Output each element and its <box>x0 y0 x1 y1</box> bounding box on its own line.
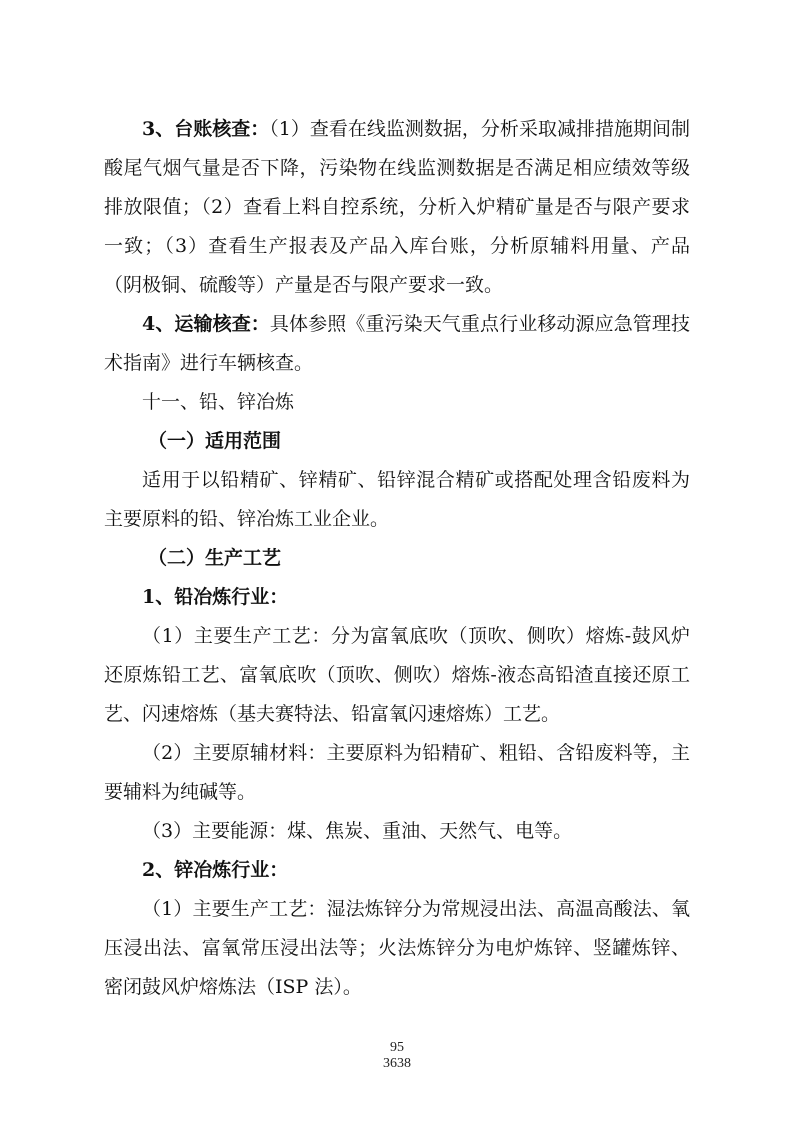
zinc-item: （1）主要生产工艺：湿法炼锌分为常规浸出法、高温高酸法、氧压浸出法、富氧常压浸出法等；火法炼锌分为电炉炼锌、竖罐炼锌、密闭鼓风炉熔炼法（ISP 法）。 <box>104 898 690 998</box>
subsection-title-scope: （一）适用范围 <box>148 430 282 452</box>
paragraph-ledger-check <box>104 110 690 305</box>
document-body <box>104 110 690 1007</box>
lead-item: （1）主要生产工艺：分为富氧底吹（顶吹、侧吹）熔炼-鼓风炉还原炼铅工艺、富氧底吹（顶吹、侧吹）熔炼-液态高铅渣直接还原工艺、闪速熔炼（基夫赛特法、铅富氧闪速熔炼）工艺。 <box>104 625 690 725</box>
subsection-title-process: （二）生产工艺 <box>148 547 282 569</box>
paragraph-lead: 3、台账核查： <box>142 118 270 140</box>
paragraph-lead: 4、运输核查： <box>142 313 270 335</box>
paragraph-transport-check <box>104 305 690 383</box>
paragraph-text: （1）查看在线监测数据，分析采取减排措施期间制酸尾气烟气量是否下降，污染物在线监测数据是否满足相应绩效等级排放限值；（2）查看上料自控系统，分析入炉精矿量是否与限产要求一致；（3）查看生产报表及产品入库台账，分析原辅料用量、产品（阴极铜、硫酸等）产量是否与限产要求一致。 <box>104 118 690 296</box>
paragraph-scope: 适用于以铅精矿、锌精矿、铅锌混合精矿或搭配处理含铅废料为主要原料的铅、锌冶炼工业企业。 <box>104 469 690 530</box>
section-title: 十一、铅、锌冶炼 <box>142 391 295 413</box>
zinc-smelting-title: 2、锌冶炼行业： <box>142 859 289 881</box>
lead-item: （3）主要能源：煤、焦炭、重油、天然气、电等。 <box>142 820 573 842</box>
page-number: 95 <box>390 1040 404 1055</box>
lead-item: （2）主要原辅材料：主要原料为铅精矿、粗铅、含铅废料等，主要辅料为纯碱等。 <box>104 742 690 803</box>
paragraph-text: 具体参照《重污染天气重点行业移动源应急管理技术指南》进行车辆核查。 <box>104 313 690 374</box>
document-number: 3638 <box>383 1056 411 1071</box>
lead-smelting-title: 1、铅冶炼行业： <box>142 586 289 608</box>
